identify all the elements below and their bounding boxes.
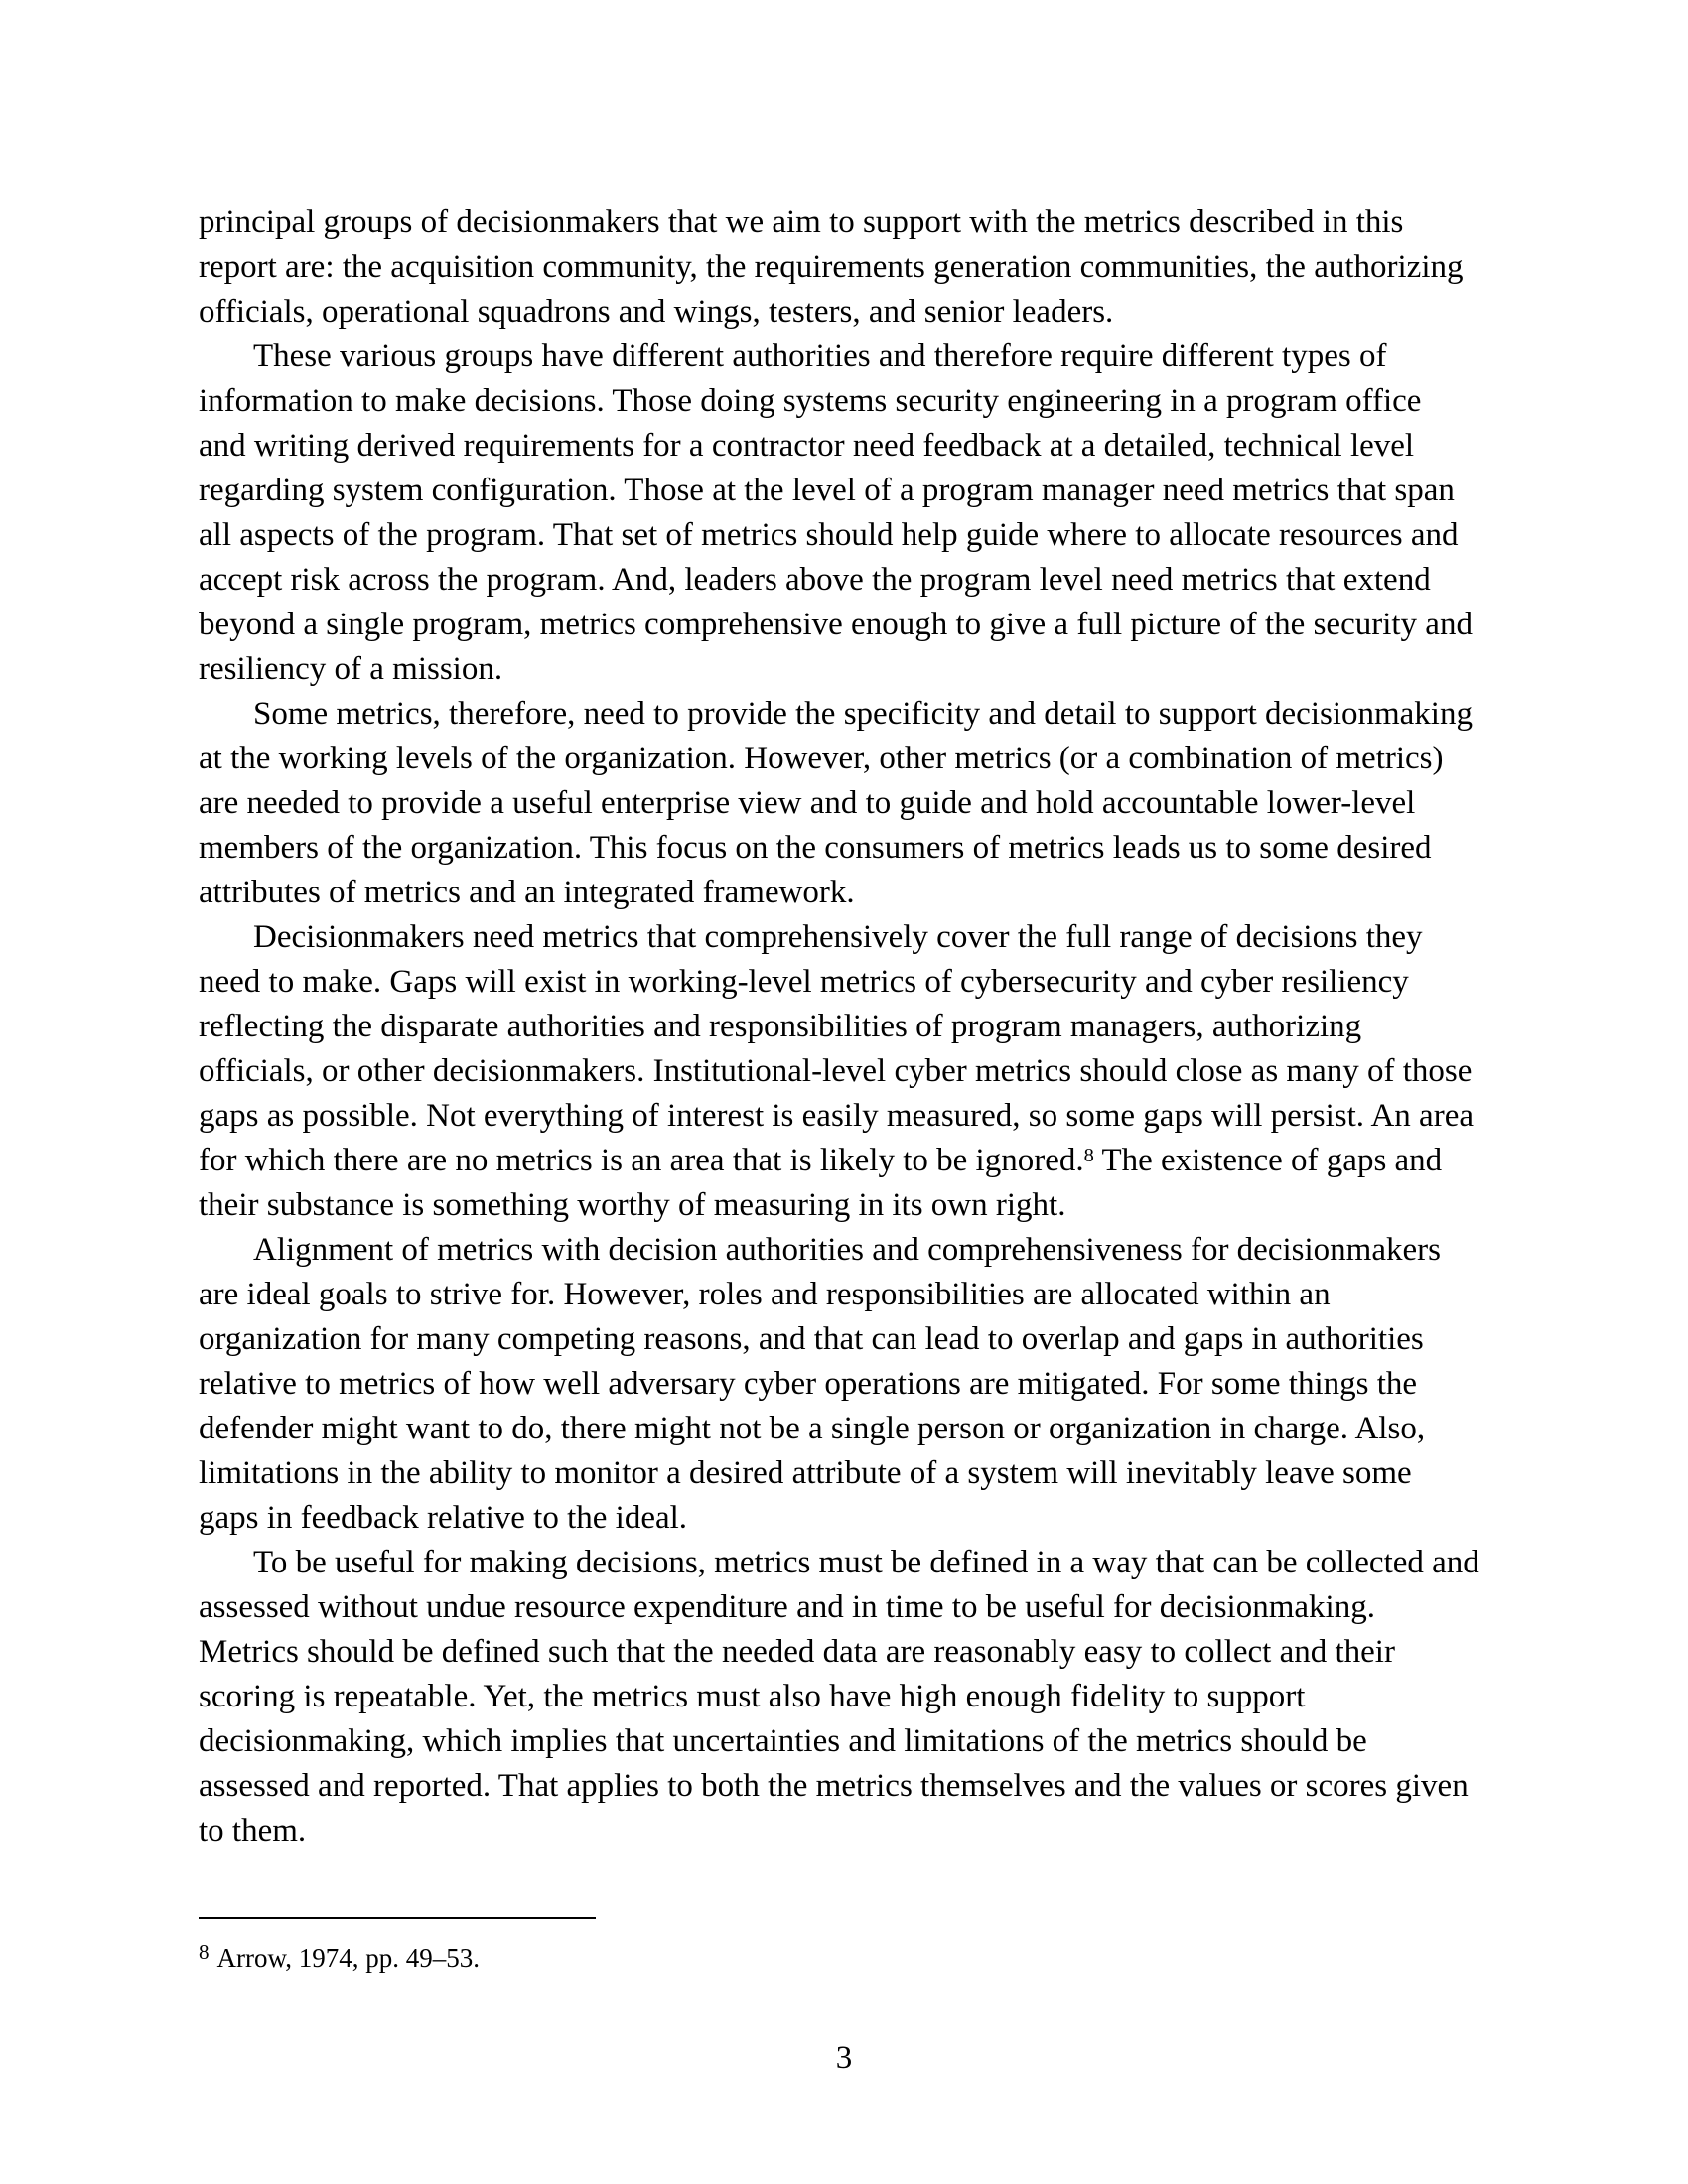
text-line: report are: the acquisition community, the requirements generation communities, the authorizing bbox=[199, 249, 1464, 285]
text-line: organization for many competing reasons, and that can lead to overlap and gaps in authorities bbox=[199, 1321, 1424, 1357]
text-line: officials, operational squadrons and wings, testers, and senior leaders. bbox=[199, 294, 1114, 330]
paragraph bbox=[199, 335, 1501, 692]
text-line: at the working levels of the organization. However, other metrics (or a combination of metrics) bbox=[199, 741, 1444, 776]
text-line: gaps in feedback relative to the ideal. bbox=[199, 1500, 688, 1536]
text-line: reflecting the disparate authorities and responsibilities of program managers, authorizing bbox=[199, 1009, 1362, 1044]
text-segment: The existence of gaps and bbox=[1093, 1143, 1443, 1178]
paragraph bbox=[199, 692, 1501, 915]
text-line: defender might want to do, there might not be a single person or organization in charge. Also, bbox=[199, 1411, 1426, 1446]
paragraph bbox=[199, 915, 1501, 1228]
text-line: regarding system configuration. Those at the level of a program manager need metrics that span bbox=[199, 473, 1455, 508]
text-line: assessed and reported. That applies to both the metrics themselves and the values or scores given bbox=[199, 1768, 1469, 1804]
paragraph bbox=[199, 201, 1501, 335]
text-line: beyond a single program, metrics comprehensive enough to give a full picture of the security and bbox=[199, 607, 1473, 642]
text-line: their substance is something worthy of measuring in its own right. bbox=[199, 1187, 1066, 1223]
text-line: officials, or other decisionmakers. Institutional-level cyber metrics should close as many of those bbox=[199, 1053, 1473, 1089]
text-line: To be useful for making decisions, metrics must be defined in a way that can be collected and bbox=[253, 1545, 1479, 1580]
footnote-text: Arrow, 1974, pp. 49–53. bbox=[216, 1943, 481, 1973]
text-line: are needed to provide a useful enterprise view and to guide and hold accountable lower-level bbox=[199, 785, 1416, 821]
text-line: assessed without undue resource expenditure and in time to be useful for decisionmaking. bbox=[199, 1589, 1375, 1625]
text-line: attributes of metrics and an integrated framework. bbox=[199, 875, 855, 910]
footnote bbox=[199, 1939, 480, 1977]
text-line: accept risk across the program. And, leaders above the program level need metrics that extend bbox=[199, 562, 1431, 598]
footnote-reference: 8 bbox=[1083, 1144, 1094, 1166]
text-line bbox=[199, 1139, 1501, 1183]
text-line: principal groups of decisionmakers that we aim to support with the metrics described in this bbox=[199, 205, 1404, 240]
text-line: decisionmaking, which implies that uncertainties and limitations of the metrics should be bbox=[199, 1723, 1367, 1759]
footnote-separator bbox=[199, 1917, 596, 1919]
text-line: Some metrics, therefore, need to provide the specificity and detail to support decisionmaking bbox=[253, 696, 1473, 732]
text-line: to them. bbox=[199, 1813, 307, 1848]
text-line: all aspects of the program. That set of metrics should help guide where to allocate resources and bbox=[199, 517, 1459, 553]
text-line: resiliency of a mission. bbox=[199, 651, 503, 687]
paragraph bbox=[199, 1228, 1501, 1541]
text-line: Alignment of metrics with decision authorities and comprehensiveness for decisionmakers bbox=[253, 1232, 1441, 1268]
text-line: Decisionmakers need metrics that comprehensively cover the full range of decisions they bbox=[253, 919, 1423, 955]
text-line: limitations in the ability to monitor a desired attribute of a system will inevitably leave some bbox=[199, 1455, 1412, 1491]
text-line: and writing derived requirements for a contractor need feedback at a detailed, technical level bbox=[199, 428, 1415, 464]
text-segment: for which there are no metrics is an area that is likely to be ignored. bbox=[199, 1143, 1084, 1178]
text-line: information to make decisions. Those doing systems security engineering in a program office bbox=[199, 383, 1422, 419]
page-number: 3 bbox=[835, 2040, 853, 2076]
body-text bbox=[199, 201, 1501, 1853]
footnote-marker: 8 bbox=[199, 1939, 210, 1964]
text-line: need to make. Gaps will exist in working-level metrics of cybersecurity and cyber resiliency bbox=[199, 964, 1409, 1000]
text-line: members of the organization. This focus on the consumers of metrics leads us to some desired bbox=[199, 830, 1432, 866]
text-line: relative to metrics of how well adversary cyber operations are mitigated. For some things the bbox=[199, 1366, 1418, 1402]
text-line: Metrics should be defined such that the needed data are reasonably easy to collect and their bbox=[199, 1634, 1395, 1670]
paragraph bbox=[199, 1541, 1501, 1853]
text-line: gaps as possible. Not everything of interest is easily measured, so some gaps will persist. An area bbox=[199, 1098, 1474, 1134]
text-line: are ideal goals to strive for. However, roles and responsibilities are allocated within an bbox=[199, 1277, 1331, 1312]
text-line: These various groups have different authorities and therefore require different types of bbox=[253, 339, 1387, 374]
text-line: scoring is repeatable. Yet, the metrics must also have high enough fidelity to support bbox=[199, 1679, 1306, 1714]
